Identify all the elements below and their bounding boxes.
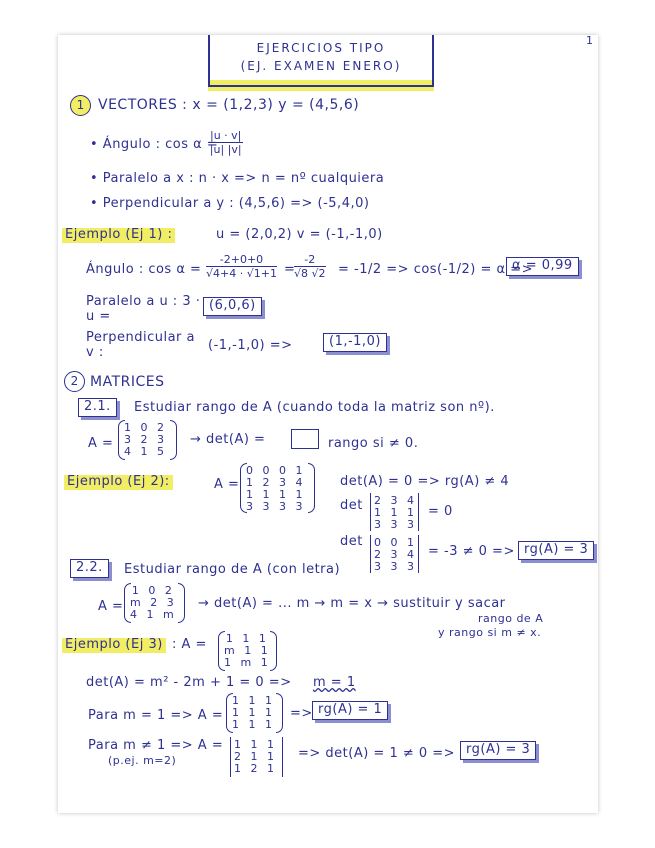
case-m-not-1: Para m ≠ 1 => A = (88, 738, 224, 753)
right-paren (170, 420, 177, 460)
example-angle-label: Ángulo : cos α = (86, 262, 202, 277)
perpendicular-example-label: Perpendicular a v : (86, 330, 195, 360)
rank-note: rango si ≠ 0. (328, 436, 419, 451)
rank-3-final-box: rg(A) = 3 (460, 741, 536, 760)
perpendicular-example-vector: (-1,-1,0) => (208, 338, 293, 353)
det-label: det (340, 498, 363, 513)
det-3-result: = -3 ≠ 0 => (428, 544, 515, 559)
matrix-2-2: 1 0 2 m 2 3 4 1 m (130, 584, 177, 621)
section-2-number: 2 (64, 371, 85, 392)
matrix-m1: 1 1 1 1 1 1 1 1 1 (232, 694, 275, 731)
title-line-2: (EJ. EXAMEN ENERO) (240, 59, 402, 73)
rank-if-note: y rango si m ≠ x. (438, 626, 542, 639)
example-angle-fraction-1 (206, 253, 277, 280)
perpendicular-result-box: (1,-1,0) (323, 333, 387, 352)
subsection-2-2-number: 2.2. (70, 559, 109, 578)
det-label: det (340, 534, 363, 549)
angle-result-box: α = 0,99 (506, 257, 579, 276)
det-bar-right (282, 737, 283, 777)
matrix-ej3: 1 1 1 m 1 1 1 m 1 (224, 632, 271, 669)
det-matrix-3: 0 0 1 2 3 4 3 3 3 (374, 536, 417, 573)
example-1-vectors: u = (2,0,2) v = (-1,-1,0) (216, 227, 383, 242)
example-m-2: (p.ej. m=2) (108, 754, 177, 767)
det-bar-left (370, 493, 371, 531)
rank-of-a-note: rango de A (478, 612, 544, 625)
m-solution: m = 1 (313, 675, 356, 690)
subsection-2-2-text: Estudiar rango de A (con letra) (124, 562, 341, 577)
example-angle-denominator-1: √4+4 · √1+1 (206, 267, 277, 280)
rank-1-result-box: rg(A) = 1 (312, 701, 388, 720)
section-1-number: 1 (70, 95, 91, 116)
example-angle-denominator-2: √8 √2 (294, 267, 326, 280)
example-angle-numerator-2: -2 (294, 253, 326, 267)
parallel-rule: • Paralelo a x : n · x => n = nº cualquiera (90, 171, 385, 186)
example-angle-equals: = (284, 262, 296, 277)
matrix-a-label: A = (98, 599, 124, 614)
right-paren (308, 463, 315, 513)
example-angle-rest: = -1/2 => cos(-1/2) = α => (338, 262, 533, 277)
det-bar-right (418, 493, 419, 531)
title-line-1: EJERCICIOS TIPO (256, 41, 386, 55)
section-2-heading: MATRICES (90, 374, 165, 390)
angle-formula-label: • Ángulo : cos α = (90, 137, 219, 152)
matrix-ej2: 0 0 0 1 1 2 3 4 1 1 1 1 3 3 3 3 (246, 464, 306, 513)
det-arrow-text: → det(A) = (190, 432, 266, 447)
parallel-result-box: (6,0,6) (203, 297, 262, 316)
section-1-heading: VECTORES : x = (1,2,3) y = (4,5,6) (98, 97, 360, 113)
case-m-equals-1: Para m = 1 => A = (88, 708, 224, 723)
parallel-example-label: Paralelo a u : 3 · u = (86, 294, 201, 324)
det-bar-left (230, 737, 231, 777)
notebook-page (58, 35, 598, 813)
det-bar-left (370, 535, 371, 573)
perpendicular-rule: • Perpendicular a y : (4,5,6) => (-5,4,0) (90, 196, 370, 211)
det-matrix-2: 2 3 4 1 1 1 3 3 3 (374, 494, 417, 531)
angle-formula-numerator: |u · v| (210, 129, 242, 142)
matrix-m2: 1 1 1 2 1 1 1 2 1 (234, 738, 277, 775)
right-paren (270, 631, 277, 671)
subsection-2-1-text: Estudiar rango de A (cuando toda la matriz son nº). (134, 400, 495, 415)
rank-3-result-box: rg(A) = 3 (518, 541, 594, 560)
matrix-a-label: A = (88, 436, 114, 451)
example-2-det-4x4: det(A) = 0 => rg(A) ≠ 4 (340, 474, 510, 489)
example-3-a-label: : A = (172, 637, 207, 652)
example-3-label: Ejemplo (Ej 3) (62, 638, 166, 653)
example-2-a-label: A = (214, 477, 240, 492)
implies-arrow: => (290, 706, 313, 721)
case-2-determinant: => det(A) = 1 ≠ 0 => (298, 746, 456, 761)
right-paren (178, 583, 185, 623)
right-paren (276, 693, 283, 733)
example-3-determinant: det(A) = m² - 2m + 1 = 0 => (86, 675, 292, 690)
example-2-label: Ejemplo (Ej 2): (64, 475, 173, 490)
page-mark: 1 (586, 35, 594, 47)
angle-formula-fraction (208, 129, 243, 156)
det-bar-right (418, 535, 419, 573)
subsection-2-2-steps: → det(A) = ... m → m = x → sustituir y sacar (198, 596, 506, 611)
title-box (208, 35, 434, 87)
subsection-2-1-number: 2.1. (78, 398, 117, 417)
angle-formula-denominator: |u| |v| (209, 143, 242, 156)
matrix-2-1: 1 0 2 3 2 3 4 1 5 (124, 421, 167, 458)
empty-det-box (291, 429, 319, 449)
example-angle-fraction-2 (294, 253, 326, 280)
example-angle-numerator-1: -2+0+0 (206, 253, 277, 267)
det-2-result: = 0 (428, 504, 453, 519)
example-1-label: Ejemplo (Ej 1) : (62, 228, 175, 243)
